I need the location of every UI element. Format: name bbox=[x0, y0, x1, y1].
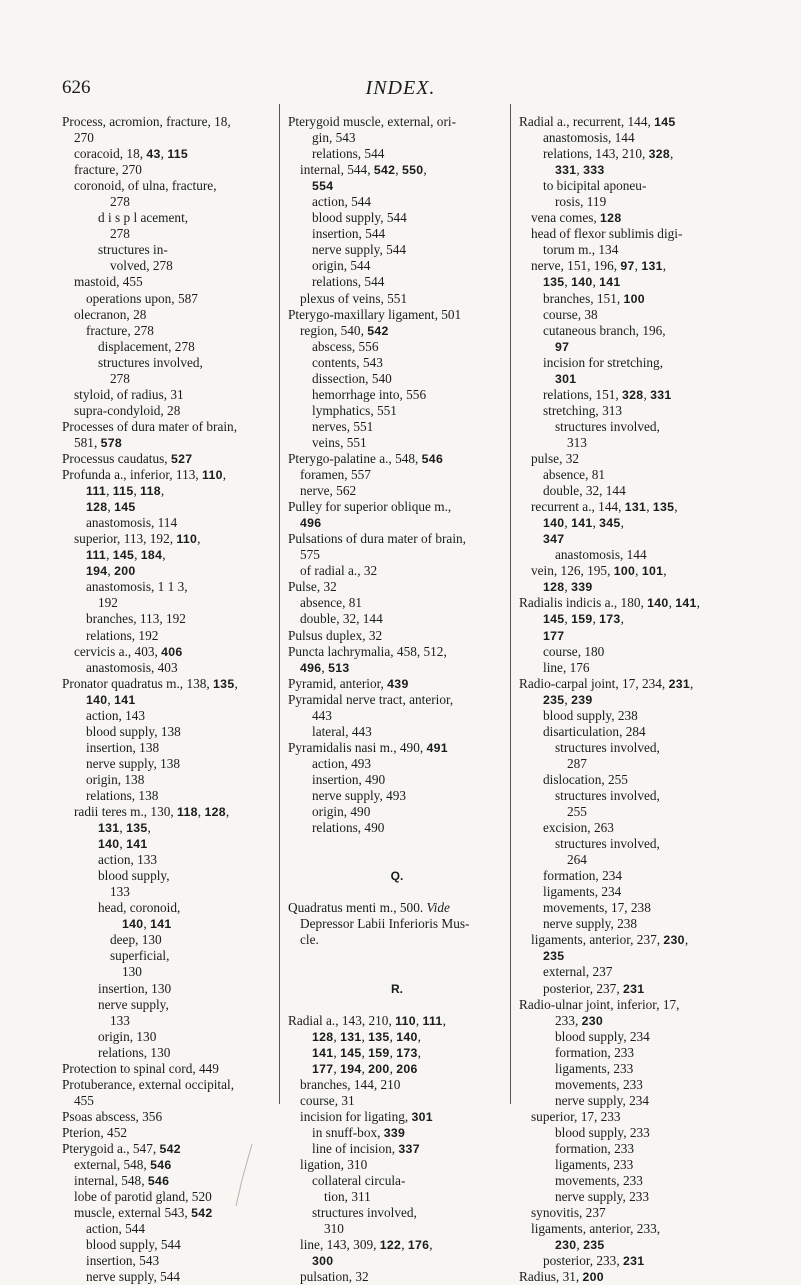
index-entry: course, 31 bbox=[300, 1092, 355, 1108]
index-entry: Processus caudatus, 527 bbox=[62, 450, 193, 466]
index-entry: nerve supply, 234 bbox=[555, 1092, 650, 1108]
index-entry: relations, 151, 328, 331 bbox=[543, 386, 672, 402]
index-entry: Radial a., 143, 210, 110, 111, bbox=[288, 1012, 446, 1028]
index-entry: 128, 339 bbox=[543, 579, 593, 595]
index-entry: 496, 513 bbox=[300, 659, 350, 675]
index-entry: insertion, 544 bbox=[312, 226, 386, 242]
index-entry: ligation, 310 bbox=[300, 1157, 368, 1173]
index-entry: 233, 230 bbox=[555, 1012, 604, 1028]
spacer bbox=[288, 836, 506, 852]
section-letter-heading: Q. bbox=[390, 869, 404, 884]
index-entry: 111, 115, 118, bbox=[86, 483, 165, 499]
index-entry: 111, 145, 184, bbox=[86, 547, 166, 563]
index-entry: branches, 151, 100 bbox=[543, 290, 645, 306]
index-entry: ligaments, anterior, 233, bbox=[531, 1221, 661, 1237]
index-entry: superior, 17, 233 bbox=[531, 1108, 621, 1124]
index-entry: insertion, 543 bbox=[86, 1253, 160, 1269]
index-entry: 140, 141 bbox=[122, 916, 172, 932]
index-entry: 301 bbox=[555, 371, 577, 386]
pencil-mark bbox=[228, 1140, 258, 1210]
index-entry: mastoid, 455 bbox=[74, 274, 143, 290]
index-entry: external, 548, 546 bbox=[74, 1157, 172, 1173]
index-entry: coronoid, of ulna, fracture, bbox=[74, 178, 217, 194]
index-entry: 235, 239 bbox=[543, 691, 593, 707]
index-entry: Pulse, 32 bbox=[288, 579, 337, 595]
index-entry: action, 493 bbox=[312, 755, 372, 771]
index-entry: tion, 311 bbox=[324, 1189, 371, 1205]
index-entry: blood supply, 544 bbox=[86, 1237, 181, 1253]
index-entry: structures involved, bbox=[312, 1205, 417, 1221]
index-entry: pulse, 32 bbox=[531, 450, 580, 466]
index-entry: 131, 135, bbox=[98, 820, 151, 836]
index-entry: 287 bbox=[567, 755, 587, 771]
index-entry: 140, 141 bbox=[98, 836, 148, 852]
index-entry: insertion, 130 bbox=[98, 980, 172, 996]
index-entry: cervicis a., 403, 406 bbox=[74, 643, 183, 659]
index-entry: 270 bbox=[74, 130, 94, 146]
index-entry: blood supply, 238 bbox=[543, 707, 638, 723]
index-entry: Pulsus duplex, 32 bbox=[288, 627, 383, 643]
index-entry: internal, 544, 542, 550, bbox=[300, 162, 427, 178]
index-entry: 140, 141 bbox=[86, 691, 136, 707]
index-entry: recurrent a., 144, 131, 135, bbox=[531, 499, 678, 515]
index-entry: 194, 200 bbox=[86, 563, 136, 579]
index-entry: collateral circula- bbox=[312, 1173, 406, 1189]
index-entry: nerve supply, 233 bbox=[555, 1189, 650, 1205]
index-entry: deep, 130 bbox=[110, 932, 162, 948]
index-entry: Protection to spinal cord, 449 bbox=[62, 1060, 219, 1076]
index-column-2 bbox=[288, 114, 506, 1285]
index-entry: 177 bbox=[543, 628, 565, 643]
index-entry: 278 bbox=[110, 226, 130, 242]
index-entry: nerve supply, 138 bbox=[86, 755, 181, 771]
index-entry: 581, 578 bbox=[74, 434, 123, 450]
index-entry: Psoas abscess, 356 bbox=[62, 1108, 163, 1124]
index-entry: 130 bbox=[122, 964, 142, 980]
index-entry: excision, 263 bbox=[543, 820, 614, 836]
index-entry: 133 bbox=[110, 1012, 130, 1028]
index-entry: 278 bbox=[110, 370, 130, 386]
index-entry: 97 bbox=[555, 339, 570, 354]
index-entry: operations upon, 587 bbox=[86, 290, 198, 306]
index-column-3 bbox=[519, 114, 737, 1285]
index-entry: action, 133 bbox=[98, 852, 158, 868]
index-entry: anastomosis, 1 1 3, bbox=[86, 579, 188, 595]
index-entry: 128, 145 bbox=[86, 499, 136, 515]
index-entry: region, 540, 542 bbox=[300, 322, 389, 338]
index-entry: Pterygoid a., 547, 542 bbox=[62, 1141, 181, 1156]
index-entry: anastomosis, 114 bbox=[86, 515, 178, 531]
index-entry: 278 bbox=[110, 194, 130, 210]
index-entry: line, 176 bbox=[543, 659, 590, 675]
index-entry: structures involved, bbox=[555, 739, 660, 755]
index-entry: action, 544 bbox=[86, 1221, 146, 1237]
index-entry: incision for stretching, bbox=[543, 354, 664, 370]
index-entry: course, 180 bbox=[543, 643, 605, 659]
section-letter-heading: R. bbox=[391, 981, 403, 996]
index-entry: Radio-ulnar joint, inferior, 17, bbox=[519, 996, 680, 1012]
index-entry: cutaneous branch, 196, bbox=[543, 322, 666, 338]
index-entry: dissection, 540 bbox=[312, 370, 392, 386]
index-entry: in snuff-box, 339 bbox=[312, 1124, 406, 1140]
index-entry: insertion, 138 bbox=[86, 739, 160, 755]
index-entry: pulsation, 32 bbox=[300, 1269, 369, 1285]
index-entry: Pulley for superior oblique m., bbox=[288, 499, 452, 515]
index-entry: 128, 131, 135, 140, bbox=[312, 1028, 421, 1044]
index-entry: nerve supply, 544 bbox=[312, 242, 407, 258]
index-entry: 133 bbox=[110, 884, 130, 900]
index-entry: nerve supply, bbox=[98, 996, 169, 1012]
index-entry: action, 143 bbox=[86, 707, 146, 723]
index-entry: relations, 544 bbox=[312, 274, 385, 290]
index-entry: anastomosis, 403 bbox=[86, 659, 178, 675]
index-entry: superior, 113, 192, 110, bbox=[74, 531, 201, 547]
index-entry: origin, 138 bbox=[86, 771, 145, 787]
index-entry: dislocation, 255 bbox=[543, 771, 628, 787]
index-entry: 300 bbox=[312, 1254, 334, 1269]
index-entry: of radial a., 32 bbox=[300, 563, 378, 579]
page-title: INDEX. bbox=[365, 77, 436, 99]
index-entry: 575 bbox=[300, 547, 320, 563]
index-entry: nerve supply, 544 bbox=[86, 1269, 181, 1285]
index-entry: formation, 233 bbox=[555, 1044, 635, 1060]
spacer bbox=[288, 997, 506, 1013]
index-entry: cle. bbox=[300, 932, 319, 948]
index-entry: radii teres m., 130, 118, 128, bbox=[74, 804, 230, 820]
index-entry: nerves, 551 bbox=[312, 418, 374, 434]
index-entry: internal, 548, 546 bbox=[74, 1173, 170, 1189]
index-entry: blood supply, bbox=[98, 868, 170, 884]
index-entry: fracture, 270 bbox=[74, 162, 142, 178]
index-entry: d i s p l acement, bbox=[98, 210, 189, 226]
index-entry: lobe of parotid gland, 520 bbox=[74, 1189, 212, 1205]
index-entry: Quadratus menti m., 500. Vide bbox=[288, 900, 450, 916]
index-entry: Process, acromion, fracture, 18, bbox=[62, 114, 231, 129]
index-entry: blood supply, 233 bbox=[555, 1124, 650, 1140]
index-entry: Pulsations of dura mater of brain, bbox=[288, 531, 466, 547]
index-entry: Processes of dura mater of brain, bbox=[62, 418, 238, 434]
index-entry: incision for ligating, 301 bbox=[300, 1108, 433, 1124]
index-entry: Pterygo-palatine a., 548, 546 bbox=[288, 450, 444, 466]
index-entry: plexus of veins, 551 bbox=[300, 290, 408, 306]
index-entry: Depressor Labii Inferioris Mus- bbox=[300, 916, 470, 932]
index-entry: movements, 233 bbox=[555, 1173, 643, 1189]
index-entry: movements, 233 bbox=[555, 1076, 643, 1092]
index-entry: nerve supply, 493 bbox=[312, 787, 407, 803]
index-entry: blood supply, 544 bbox=[312, 210, 407, 226]
index-entry: external, 237 bbox=[543, 964, 613, 980]
index-entry: Radialis indicis a., 180, 140, 141, bbox=[519, 595, 700, 611]
index-entry: abscess, 556 bbox=[312, 338, 379, 354]
spacer bbox=[288, 948, 506, 964]
index-entry: relations, 490 bbox=[312, 820, 385, 836]
index-entry: posterior, 237, 231 bbox=[543, 980, 645, 996]
index-entry: 192 bbox=[98, 595, 118, 611]
index-entry: anastomosis, 144 bbox=[543, 130, 635, 146]
index-entry: supra-condyloid, 28 bbox=[74, 402, 181, 418]
index-entry: volved, 278 bbox=[110, 258, 173, 274]
index-entry: 554 bbox=[312, 179, 334, 194]
index-entry: 230, 235 bbox=[555, 1237, 605, 1253]
index-entry: superficial, bbox=[110, 948, 170, 964]
index-entry: nerve, 151, 196, 97, 131, bbox=[531, 258, 667, 274]
index-entry: 140, 141, 345, bbox=[543, 515, 624, 531]
index-entry: course, 38 bbox=[543, 306, 598, 322]
index-entry: Pronator quadratus m., 138, 135, bbox=[62, 675, 238, 691]
index-entry: 331, 333 bbox=[555, 162, 605, 178]
index-entry: Pterygo-maxillary ligament, 501 bbox=[288, 306, 462, 322]
index-entry: structures involved, bbox=[555, 787, 660, 803]
index-entry: lateral, 443 bbox=[312, 723, 372, 739]
index-entry: 443 bbox=[312, 707, 332, 723]
index-entry: 313 bbox=[567, 434, 587, 450]
index-entry: double, 32, 144 bbox=[300, 611, 383, 627]
index-entry: Pyramidalis nasi m., 490, 491 bbox=[288, 739, 448, 755]
index-entry: displacement, 278 bbox=[98, 338, 195, 354]
index-entry: Radio-carpal joint, 17, 234, 231, bbox=[519, 675, 694, 691]
index-entry: relations, 192 bbox=[86, 627, 159, 643]
index-entry: line, 143, 309, 122, 176, bbox=[300, 1237, 433, 1253]
spacer bbox=[288, 884, 506, 900]
index-entry: to bicipital aponeu- bbox=[543, 178, 647, 194]
page-number: 626 bbox=[62, 77, 91, 98]
index-entry: ligaments, 233 bbox=[555, 1060, 634, 1076]
index-entry: origin, 130 bbox=[98, 1028, 157, 1044]
index-entry: 347 bbox=[543, 532, 565, 547]
index-entry: 255 bbox=[567, 804, 587, 820]
index-entry: gin, 543 bbox=[312, 130, 356, 146]
spacer bbox=[288, 852, 506, 868]
spacer bbox=[288, 964, 506, 980]
index-entry: 235 bbox=[543, 949, 565, 964]
index-entry: absence, 81 bbox=[300, 595, 363, 611]
column-divider bbox=[279, 104, 280, 1104]
index-entry: head, coronoid, bbox=[98, 900, 181, 916]
index-entry: Radial a., recurrent, 144, 145 bbox=[519, 114, 676, 129]
index-entry: structures involved, bbox=[98, 354, 203, 370]
index-entry: fracture, 278 bbox=[86, 322, 154, 338]
index-entry: Pterygoid muscle, external, ori- bbox=[288, 114, 457, 129]
index-entry: hemorrhage into, 556 bbox=[312, 386, 427, 402]
index-entry: Pyramidal nerve tract, anterior, bbox=[288, 691, 454, 707]
index-column-1 bbox=[62, 114, 272, 1285]
index-entry: 310 bbox=[324, 1221, 344, 1237]
column-divider bbox=[510, 104, 511, 1104]
index-entry: ligaments, 233 bbox=[555, 1157, 634, 1173]
index-entry: vena comes, 128 bbox=[531, 210, 622, 226]
index-entry: Protuberance, external occipital, bbox=[62, 1076, 235, 1092]
index-entry: anastomosis, 144 bbox=[555, 547, 647, 563]
index-entry: nerve supply, 238 bbox=[543, 916, 638, 932]
index-entry: relations, 143, 210, 328, bbox=[543, 146, 674, 162]
index-entry: 496 bbox=[300, 516, 322, 531]
index-entry: synovitis, 237 bbox=[531, 1205, 606, 1221]
index-entry: insertion, 490 bbox=[312, 771, 386, 787]
index-entry: muscle, external 543, 542 bbox=[74, 1205, 213, 1221]
index-entry: 135, 140, 141 bbox=[543, 274, 621, 290]
index-entry: double, 32, 144 bbox=[543, 483, 626, 499]
index-entry: formation, 233 bbox=[555, 1141, 635, 1156]
index-entry: origin, 544 bbox=[312, 258, 371, 274]
index-entry: contents, 543 bbox=[312, 354, 383, 370]
index-entry: branches, 144, 210 bbox=[300, 1076, 401, 1092]
index-entry: action, 544 bbox=[312, 194, 372, 210]
index-entry: Pyramid, anterior, 439 bbox=[288, 675, 409, 691]
index-entry: torum m., 134 bbox=[543, 242, 619, 258]
index-entry: absence, 81 bbox=[543, 467, 606, 483]
index-entry: formation, 234 bbox=[543, 868, 623, 884]
index-entry: olecranon, 28 bbox=[74, 306, 147, 322]
index-entry: structures involved, bbox=[555, 418, 660, 434]
index-entry: line of incision, 337 bbox=[312, 1141, 420, 1156]
index-entry: nerve, 562 bbox=[300, 483, 357, 499]
index-entry: blood supply, 234 bbox=[555, 1028, 650, 1044]
index-entry: disarticulation, 284 bbox=[543, 723, 646, 739]
index-entry: ligaments, anterior, 237, 230, bbox=[531, 932, 689, 948]
index-entry: veins, 551 bbox=[312, 434, 367, 450]
index-entry: structures in- bbox=[98, 242, 168, 258]
index-entry: Profunda a., inferior, 113, 110, bbox=[62, 467, 227, 483]
index-entry: lymphatics, 551 bbox=[312, 402, 397, 418]
index-entry: origin, 490 bbox=[312, 804, 371, 820]
index-entry: vein, 126, 195, 100, 101, bbox=[531, 563, 667, 579]
index-entry: ligaments, 234 bbox=[543, 884, 622, 900]
index-entry: rosis, 119 bbox=[555, 194, 607, 210]
index-entry: styloid, of radius, 31 bbox=[74, 386, 184, 402]
index-entry: 145, 159, 173, bbox=[543, 611, 624, 627]
index-entry: relations, 544 bbox=[312, 146, 385, 162]
index-entry: 264 bbox=[567, 852, 587, 868]
index-entry: foramen, 557 bbox=[300, 467, 371, 483]
index-entry: movements, 17, 238 bbox=[543, 900, 651, 916]
index-entry: 455 bbox=[74, 1092, 94, 1108]
index-entry: relations, 130 bbox=[98, 1044, 171, 1060]
index-entry: stretching, 313 bbox=[543, 402, 623, 418]
index-entry: blood supply, 138 bbox=[86, 723, 181, 739]
index-entry: branches, 113, 192 bbox=[86, 611, 186, 627]
index-entry: Puncta lachrymalia, 458, 512, bbox=[288, 643, 447, 659]
index-entry: Radius, 31, 200 bbox=[519, 1269, 604, 1285]
index-entry: structures involved, bbox=[555, 836, 660, 852]
index-entry: Pterion, 452 bbox=[62, 1124, 128, 1140]
index-entry: relations, 138 bbox=[86, 787, 159, 803]
index-entry: 177, 194, 200, 206 bbox=[312, 1060, 418, 1076]
index-entry: coracoid, 18, 43, 115 bbox=[74, 146, 189, 162]
index-entry: posterior, 233, 231 bbox=[543, 1253, 645, 1269]
page-header bbox=[0, 77, 801, 101]
index-entry: head of flexor sublimis digi- bbox=[531, 226, 683, 242]
index-entry: 141, 145, 159, 173, bbox=[312, 1044, 421, 1060]
